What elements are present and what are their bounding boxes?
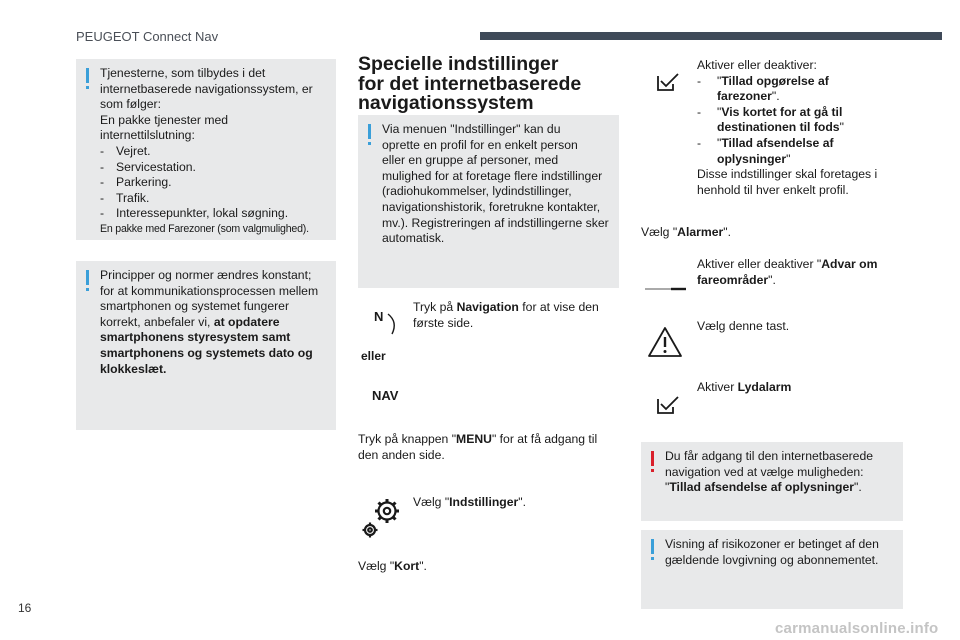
info-box-services-text xyxy=(100,66,326,238)
check-edit-icon xyxy=(656,395,680,420)
text-line: mulighed for at foretage flere indstillinger xyxy=(382,168,603,183)
text-line: smartphonen og systemet fungerer xyxy=(100,299,290,314)
hazard-zone-toggle-text: Aktiver eller deaktiver "Advar om fareområder". xyxy=(697,257,878,287)
text-line: Visning af risikozoner er betinget af den xyxy=(665,537,879,551)
list-item: - Vejret. xyxy=(100,143,151,158)
header-title: PEUGEOT Connect Nav xyxy=(76,29,219,44)
text-line: mv.). Registreringen af indstillingerne sker xyxy=(382,215,609,230)
menu-instruction-text: Tryk på knappen "MENU" for at få adgang til den anden side. xyxy=(358,432,598,462)
list-item: - Trafik. xyxy=(100,190,150,205)
text-line: som følger: xyxy=(100,97,161,112)
gear-icon xyxy=(360,494,406,545)
activate-options-text: Aktiver eller deaktiver: - "Tillad opgørelse af farezoner". - "Vis kortet for at gå til destinationen til fods" - "Tillad afsendelse af oplysninger" Disse indstillinger skal foretages i henhold til hver enkelt profil. xyxy=(697,58,902,198)
info-icon xyxy=(651,539,654,554)
watermark: carmanualsonline.info xyxy=(775,620,939,637)
list-item: - Interessepunkter, lokal søgning. xyxy=(100,206,289,221)
info-icon xyxy=(368,124,371,139)
warning-triangle-icon xyxy=(647,326,683,363)
text-line: automatisk. xyxy=(382,231,445,246)
info-icon xyxy=(86,270,89,285)
n-arc-icon xyxy=(386,312,402,341)
text-line: gældende lovgivning og abonnementet. xyxy=(665,552,879,567)
sound-alarm-text: Aktiver Lydalarm xyxy=(697,380,792,394)
text-line: eller en gruppe af personer, med xyxy=(382,153,559,168)
text-line: navigationshistorik, foretrukne kontakter, xyxy=(382,199,601,214)
info-box-principles xyxy=(76,261,336,430)
text-line: Via menuen "Indstillinger" kan du xyxy=(382,122,561,136)
select-settings-text: Vælg "Indstillinger". xyxy=(413,495,526,509)
text-line: Du får adgang til den internetbaserede xyxy=(665,449,874,463)
section-title: Specielle indstillinger for det internetbaserede navigationssystem xyxy=(358,53,582,114)
select-key-text: Vælg denne tast. xyxy=(697,319,790,333)
small-note: En pakke med Farezoner (som valgmulighed). xyxy=(100,222,309,235)
text-line: Tjenesterne, som tilbydes i det xyxy=(100,66,266,80)
select-map-text: Vælg "Kort". xyxy=(358,559,427,573)
info-box-legislation xyxy=(641,530,903,609)
nav-button-label: NAV xyxy=(372,388,399,403)
text-line: Principper og normer ændres konstant; xyxy=(100,268,312,282)
info-box-principles-text xyxy=(100,268,326,377)
select-alarms-text: Vælg "Alarmer". xyxy=(641,225,731,239)
warning-icon xyxy=(651,451,654,466)
text-line: smartphonens og systemets dato og xyxy=(100,345,313,360)
text-line: for at kommunikationsprocessen mellem xyxy=(100,283,319,298)
list-item: - Parkering. xyxy=(100,175,172,190)
text-line: oprette en profil for en enkelt person xyxy=(382,137,578,152)
text-line: "Tillad afsendelse af oplysninger". xyxy=(665,480,862,495)
header-bar xyxy=(480,32,942,40)
eller-label: eller xyxy=(361,349,386,363)
text-line: korrekt, anbefaler vi, at opdatere xyxy=(100,314,280,329)
tap-navigation-text: Tryk på Navigation for at vise den første side. xyxy=(413,300,599,330)
info-box-services xyxy=(76,59,336,240)
nav-letter-label: N xyxy=(374,309,384,324)
info-icon xyxy=(86,68,89,83)
text-line: klokkeslæt. xyxy=(100,361,167,376)
text-line: internetbaserede navigationssystem, er xyxy=(100,81,313,96)
warning-box-text xyxy=(665,449,893,496)
text-line: smartphonens styresystem samt xyxy=(100,330,291,345)
info-box-settings xyxy=(358,115,619,288)
warning-box xyxy=(641,442,903,521)
list-item: - Servicestation. xyxy=(100,159,196,174)
list-item: - "Tillad opgørelse af xyxy=(697,73,829,88)
check-edit-icon xyxy=(656,72,680,97)
text-line: navigation ved at vælge muligheden: xyxy=(665,464,864,479)
info-box-legislation-text xyxy=(665,537,893,568)
text-line: (radiohukommelser, lydindstillinger, xyxy=(382,184,572,199)
page-number: 16 xyxy=(18,601,32,615)
list-item: - "Vis kortet for at gå til xyxy=(697,104,843,119)
text-line: En pakke tjenester med internettilslutning: xyxy=(100,112,229,143)
slider-line-icon xyxy=(645,280,687,298)
info-box-settings-text xyxy=(382,122,609,247)
list-item: - "Tillad afsendelse af xyxy=(697,135,834,150)
